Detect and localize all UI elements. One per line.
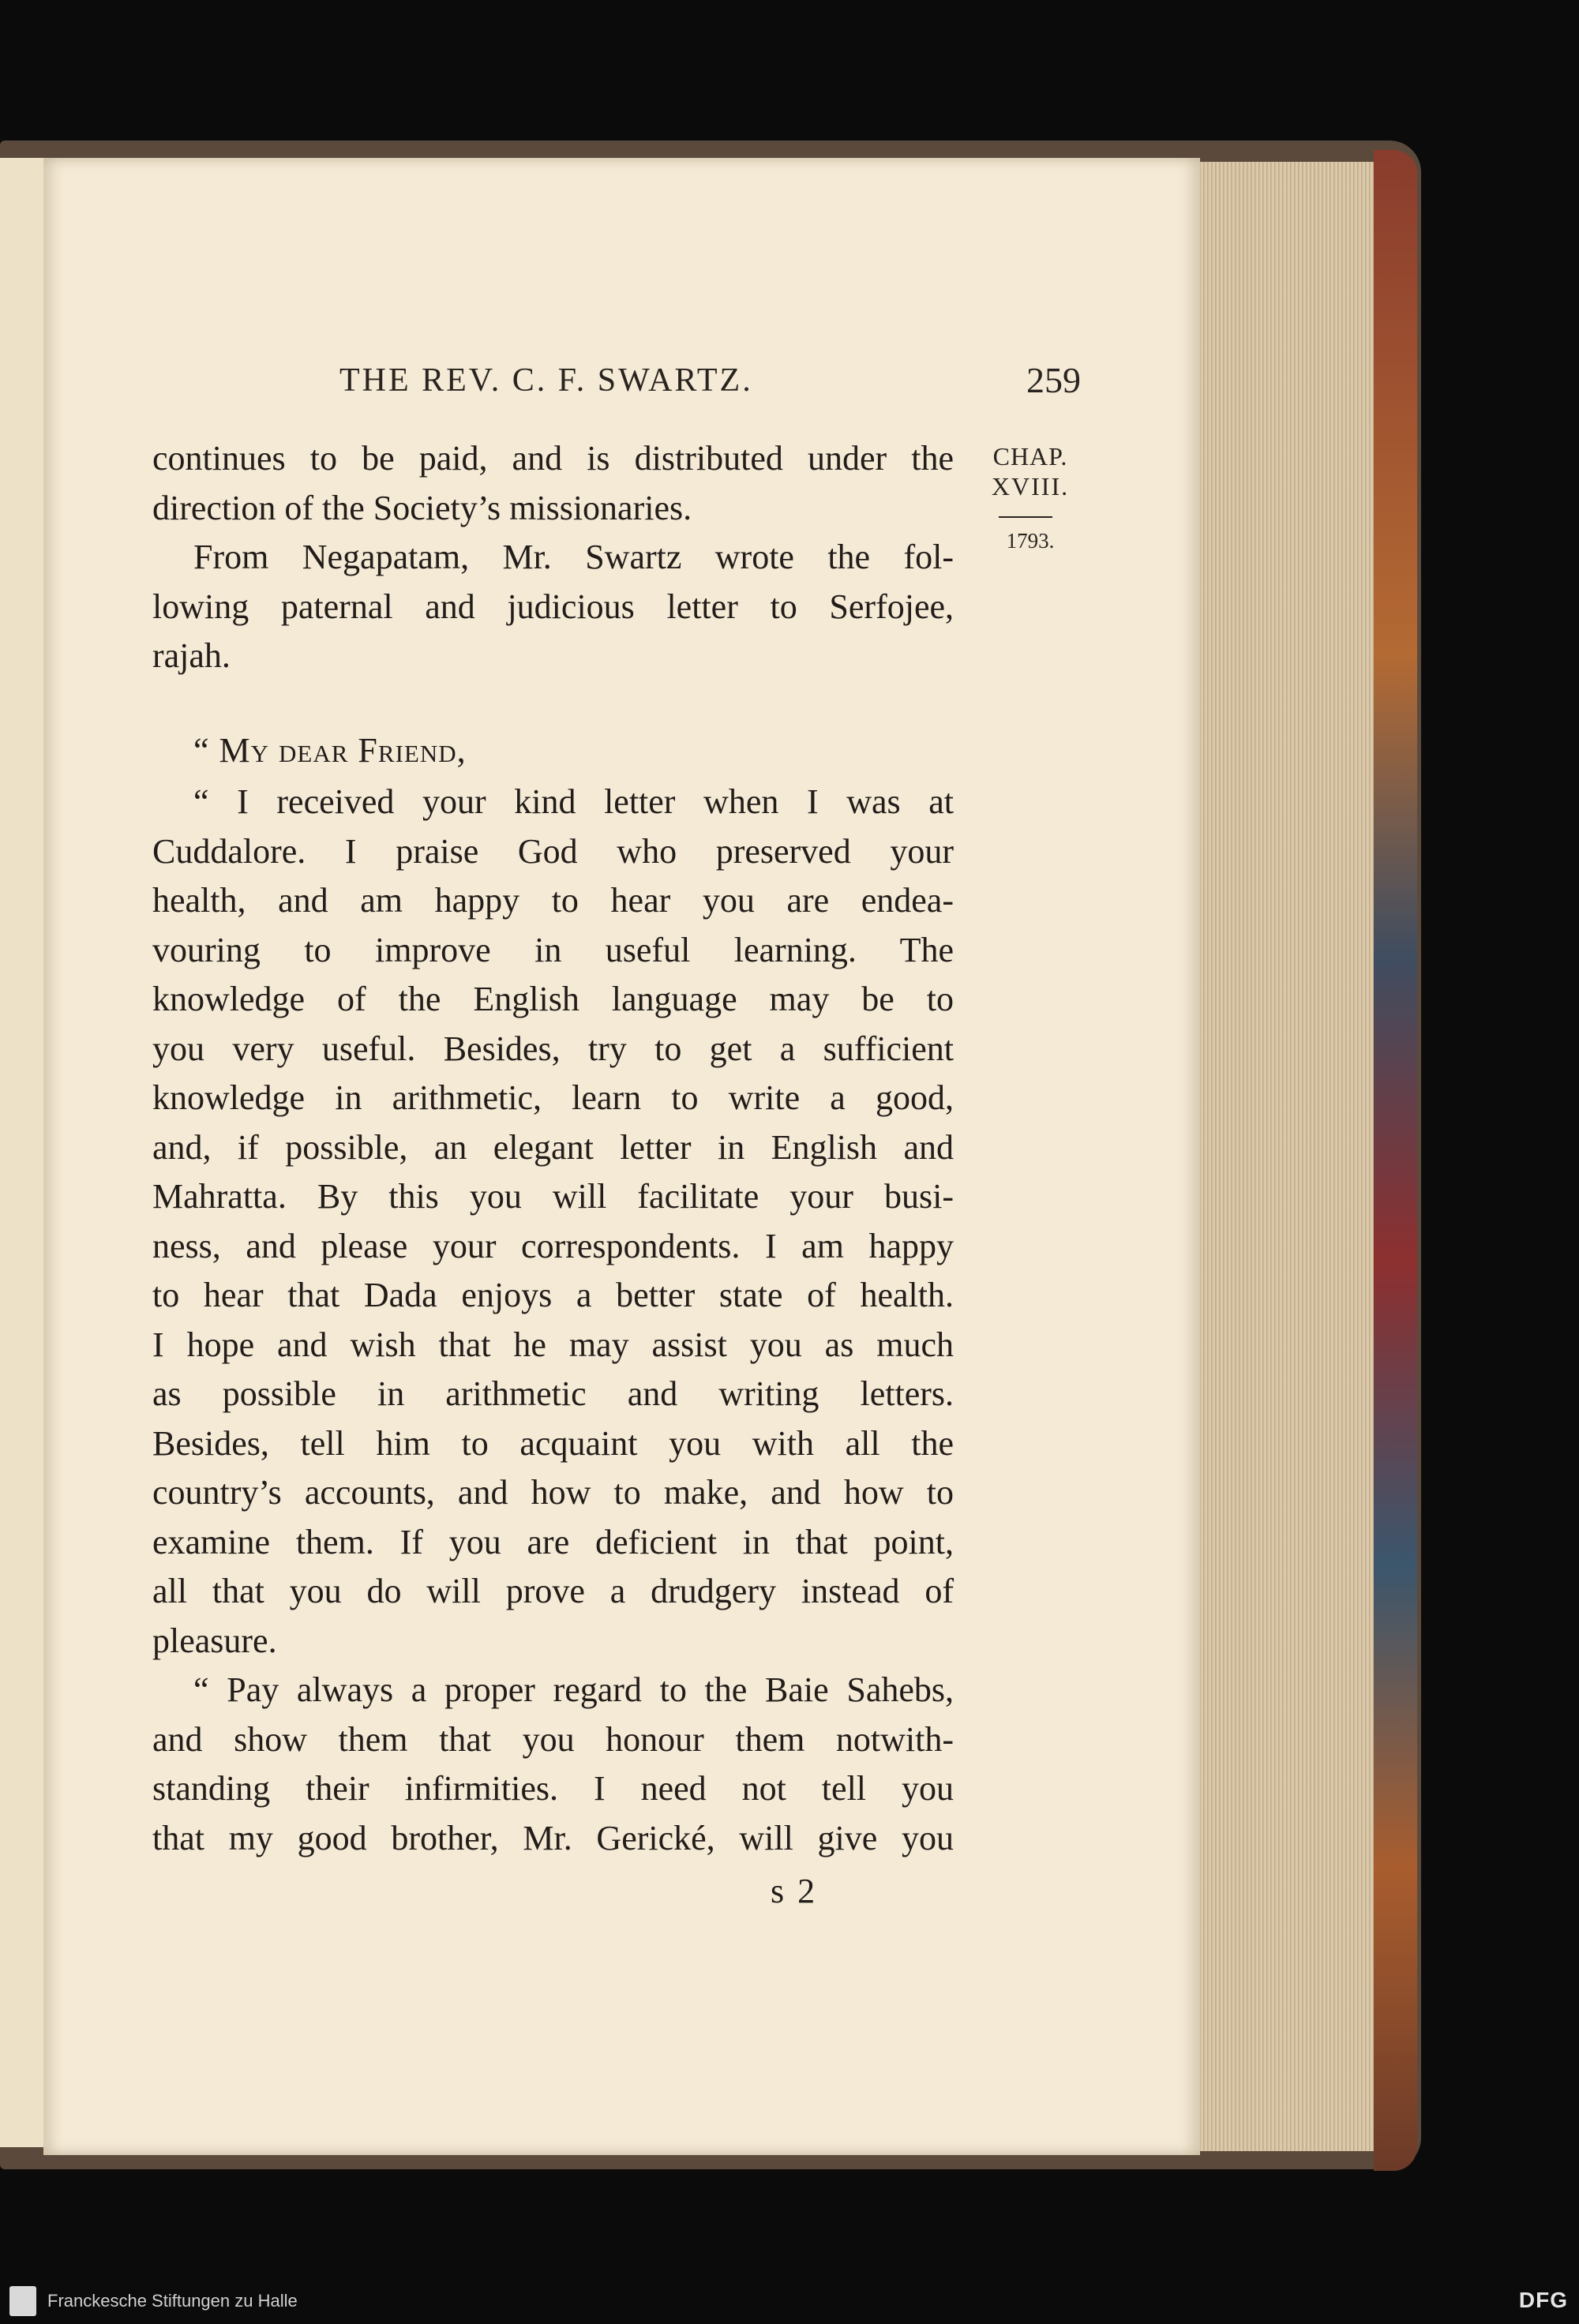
- margin-year: 1793.: [1006, 529, 1055, 553]
- text-line: as possible in arithmetic and writing letters.: [152, 1374, 954, 1413]
- text-line: ness, and please your correspondents. I am happy: [152, 1226, 954, 1265]
- running-head: THE REV. C. F. SWARTZ.: [339, 362, 753, 399]
- text-line: direction of the Society’s missionaries.: [152, 488, 692, 527]
- text-line: vouring to improve in useful learning. The: [152, 930, 954, 969]
- text-line: “ I received your kind letter when I was at: [193, 782, 954, 821]
- text-line: Mahratta. By this you will facilitate your busi-: [152, 1177, 954, 1216]
- letter-paragraph-1: [152, 778, 954, 1666]
- signature-mark: s 2: [771, 1872, 818, 1910]
- dfg-logo: DFG: [1518, 2288, 1568, 2312]
- footer-bar: [0, 2278, 1579, 2324]
- text-line: to hear that Dada enjoys a better state of health.: [152, 1276, 954, 1314]
- text-line: examine them. If you are deficient in that point,: [152, 1522, 954, 1561]
- margin-rule: [999, 516, 1052, 518]
- text-line: From Negapatam, Mr. Swartz wrote the fol-: [193, 538, 954, 576]
- text-line: all that you do will prove a drudgery instead of: [152, 1572, 954, 1610]
- page-number: 259: [1026, 360, 1081, 400]
- text-line: I hope and wish that he may assist you as much: [152, 1325, 954, 1364]
- left-page-edge: [0, 158, 45, 2147]
- paragraph-1: [152, 434, 954, 533]
- text-line: country’s accounts, and how to make, and how to: [152, 1473, 954, 1512]
- margin-chapter-number: XVIII.: [991, 472, 1070, 500]
- salutation: “ My dear Friend,: [193, 731, 467, 770]
- text-line: standing their infirmities. I need not tell you: [152, 1769, 954, 1808]
- marbled-cover-edge: [1374, 150, 1417, 2171]
- text-line: knowledge of the English language may be to: [152, 980, 954, 1018]
- text-line: knowledge in arithmetic, learn to write a good,: [152, 1078, 954, 1117]
- text-line: Besides, tell him to acquaint you with all the: [152, 1423, 954, 1463]
- paragraph-2: [152, 533, 954, 681]
- text-line: and show them that you honour them notwith-: [152, 1719, 954, 1759]
- institution-logo-icon: [9, 2286, 36, 2316]
- letter-salutation: [152, 726, 954, 776]
- text-line: “ Pay always a proper regard to the Baie Sahebs,: [193, 1670, 954, 1709]
- text-line: Cuddalore. I praise God who preserved your: [152, 831, 954, 871]
- text-line: lowing paternal and judicious letter to Serfojee,: [152, 587, 954, 626]
- text-line: that my good brother, Mr. Gerické, will give you: [152, 1818, 954, 1857]
- text-line: and, if possible, an elegant letter in English and: [152, 1127, 954, 1167]
- letter-paragraph-2: [152, 1666, 954, 1863]
- text-line: you very useful. Besides, try to get a sufficient: [152, 1029, 954, 1068]
- text-line: rajah.: [152, 636, 231, 675]
- page-edges: [1192, 162, 1393, 2151]
- text-line: continues to be paid, and is distributed under the: [152, 439, 954, 478]
- footer-institution: Franckesche Stiftungen zu Halle: [47, 2291, 298, 2311]
- text-line: health, and am happy to hear you are endea-: [152, 881, 954, 920]
- text-line: pleasure.: [152, 1621, 277, 1660]
- margin-chapter-label: CHAP.: [992, 442, 1068, 470]
